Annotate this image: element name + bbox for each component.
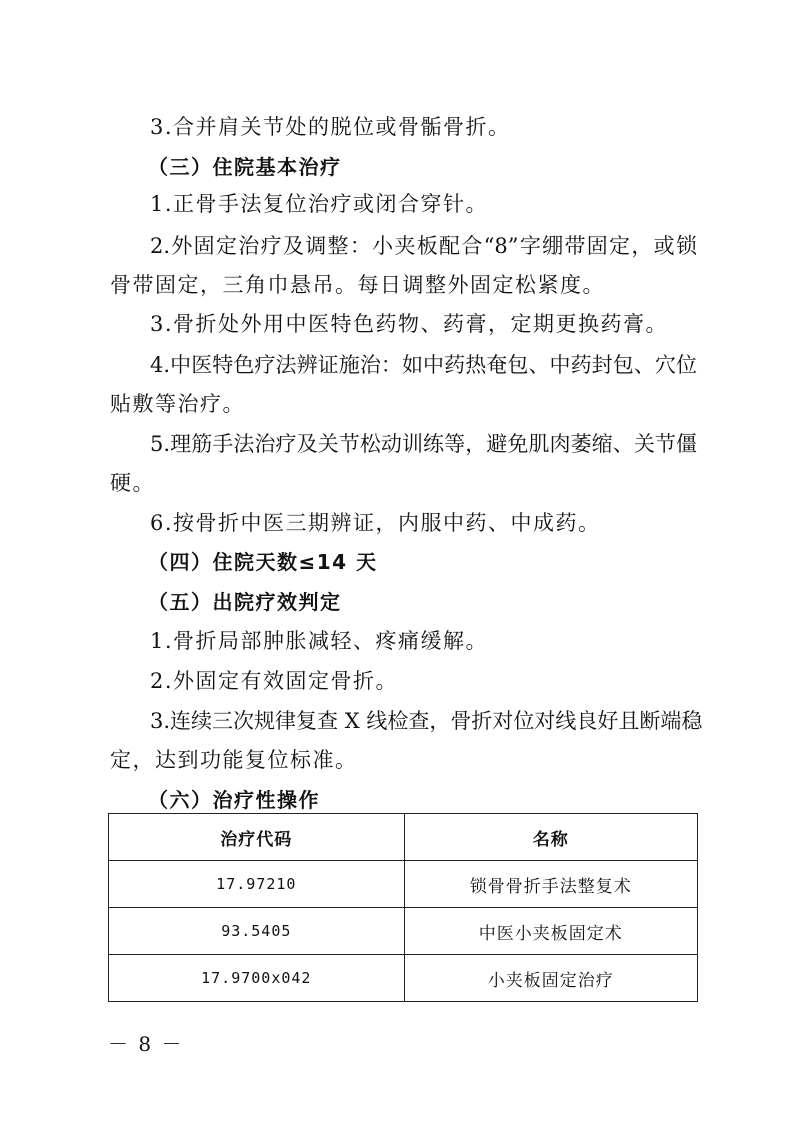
paragraph-line: 2.外固定有效固定骨折。 [150, 669, 399, 693]
paragraph-line: 定，达到功能复位标准。 [110, 748, 358, 772]
table-row [109, 908, 698, 955]
treatment-name-cell: 小夹板固定治疗 [404, 955, 697, 1002]
column-header-code: 治疗代码 [109, 814, 405, 861]
section-heading-4: （四）住院天数≤14 天 [148, 550, 378, 574]
paragraph-line: 4.中医特色疗法辨证施治：如中药热奄包、中药封包、穴位 [150, 353, 697, 377]
section-heading-3: （三）住院基本治疗 [148, 155, 342, 179]
paragraph-line: 6.按骨折中医三期辨证，内服中药、中成药。 [150, 511, 601, 535]
treatment-code-cell: 93.5405 [109, 908, 405, 955]
paragraph-line: 贴敷等治疗。 [110, 392, 245, 416]
treatment-name-cell: 锁骨骨折手法整复术 [404, 861, 697, 908]
paragraph-line: 5.理筋手法治疗及关节松动训练等，避免肌肉萎缩、关节僵 [150, 432, 697, 456]
section-heading-5: （五）出院疗效判定 [148, 590, 342, 614]
paragraph-line: 3.骨折处外用中医特色药物、药膏，定期更换药膏。 [150, 312, 669, 336]
operations-table [108, 813, 698, 1002]
table-row [109, 861, 698, 908]
page-number: － 8 － [108, 1032, 184, 1056]
paragraph-line: 1.正骨手法复位治疗或闭合穿针。 [150, 192, 489, 216]
paragraph-line: 3.合并肩关节处的脱位或骨骺骨折。 [150, 115, 511, 139]
table-row [109, 955, 698, 1002]
section-heading-6: （六）治疗性操作 [148, 788, 320, 812]
paragraph-line: 硬。 [110, 471, 155, 495]
treatment-name-cell: 中医小夹板固定术 [404, 908, 697, 955]
paragraph-line: 2.外固定治疗及调整：小夹板配合“8”字绷带固定，或锁 [150, 234, 697, 258]
treatment-code-cell: 17.9700x042 [109, 955, 405, 1002]
treatment-code-cell: 17.97210 [109, 861, 405, 908]
column-header-name: 名称 [404, 814, 697, 861]
paragraph-line: 3.连续三次规律复查 X 线检查，骨折对位对线良好且断端稳 [150, 709, 703, 733]
paragraph-line: 1.骨折局部肿胀减轻、疼痛缓解。 [150, 629, 489, 653]
table-header-row [109, 814, 698, 861]
paragraph-line: 骨带固定，三角巾悬吊。每日调整外固定松紧度。 [110, 273, 605, 297]
